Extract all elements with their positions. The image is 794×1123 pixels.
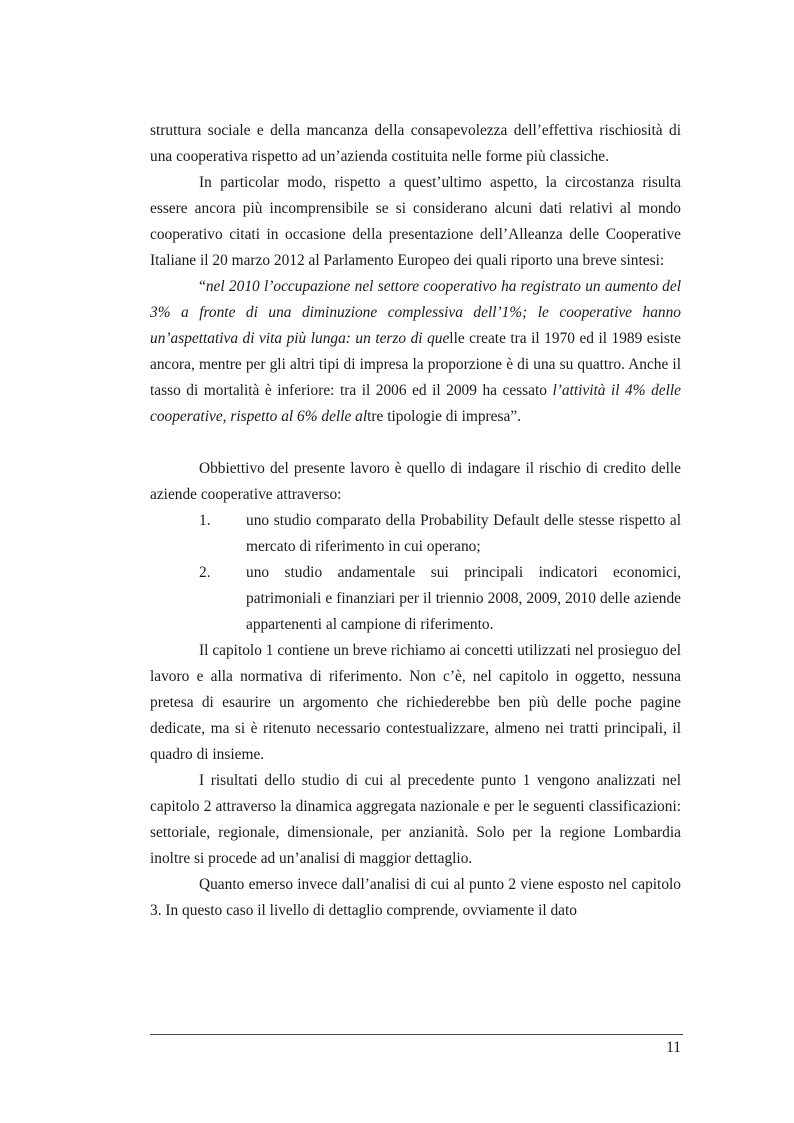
list-text: uno studio comparato della Probability Default delle stesse rispetto al mercato di riferimento in cui operano; — [246, 512, 681, 555]
quote-regular-b: tre tipologie di impresa”. — [367, 408, 522, 425]
paragraph-chapter-2: I risultati dello studio di cui al precedente punto 1 vengono analizzati nel capitolo 2 attraverso la dinamica aggregata nazionale e per le seguenti classificazioni: settoriale, regionale, dimensionale, per anzianità. Solo per la regione Lombardia inoltre si procede ad un’analisi di maggior dettaglio. — [150, 772, 681, 867]
paragraph-continuation: struttura sociale e della mancanza della consapevolezza dell’effettiva rischiosità di una cooperativa rispetto ad un’azienda costituita nelle forme più classiche. — [150, 122, 681, 165]
objective-list — [150, 508, 681, 638]
paragraph-aspect: In particolar modo, rispetto a quest’ultimo aspetto, la circostanza risulta essere ancora più incomprensibile se si considerano alcuni dati relativi al mondo cooperativo citati in occasione della presentazione dell’Alleanza delle Cooperative Italiane il 20 marzo 2012 al Parlamento Europeo dei quali riporto una breve sintesi: — [150, 174, 681, 269]
page-number: 11 — [666, 1039, 681, 1056]
quote-italic-a: nel 2010 l’occupazione nel settore cooperativo ha registrato un aumento del 3% a fronte di una diminuzione complessiva dell’1%; le cooperative hanno un’aspettativa di vita più lunga: un terzo di que — [150, 278, 681, 347]
list-number: 2. — [199, 564, 211, 581]
paragraph-chapter-1: Il capitolo 1 contiene un breve richiamo ai concetti utilizzati nel prosieguo del lavoro e alla normativa di riferimento. Non c’è, nel capitolo in oggetto, nessuna pretesa di esaurire un argomento che richiederebbe ben più delle poche pagine dedicate, ma si è ritenuto necessario contestualizzare, almeno nei tratti principali, il quadro di insieme. — [150, 642, 681, 763]
quote-open: “ — [199, 278, 206, 295]
list-text: uno studio andamentale sui principali indicatori economici, patrimoniali e finanziari per il triennio 2008, 2009, 2010 delle aziende appartenenti al campione di riferimento. — [246, 564, 681, 633]
paragraph-objective: Obbiettivo del presente lavoro è quello di indagare il rischio di credito delle aziende cooperative attraverso: — [150, 460, 681, 503]
list-item — [150, 560, 681, 638]
footer-rule — [150, 1034, 683, 1035]
paragraph-chapter-3: Quanto emerso invece dall’analisi di cui al punto 2 viene esposto nel capitolo 3. In questo caso il livello di dettaglio comprende, ovviamente il dato — [150, 876, 681, 919]
paragraph-gap — [150, 430, 681, 456]
quote-paragraph — [150, 274, 681, 430]
page-body — [150, 118, 681, 924]
list-item — [150, 508, 681, 560]
quote-italic-b: l’attività il 4% delle cooperative, rispetto al 6% delle al — [150, 382, 681, 425]
list-number: 1. — [199, 512, 211, 529]
quote-regular-a: lle create tra il 1970 ed il 1989 esiste ancora, mentre per gli altri tipi di impresa la proporzione è di una su quattro. Anche il tasso di mortalità è inferiore: tra il 2006 ed il 2009 ha cessato — [150, 330, 681, 399]
